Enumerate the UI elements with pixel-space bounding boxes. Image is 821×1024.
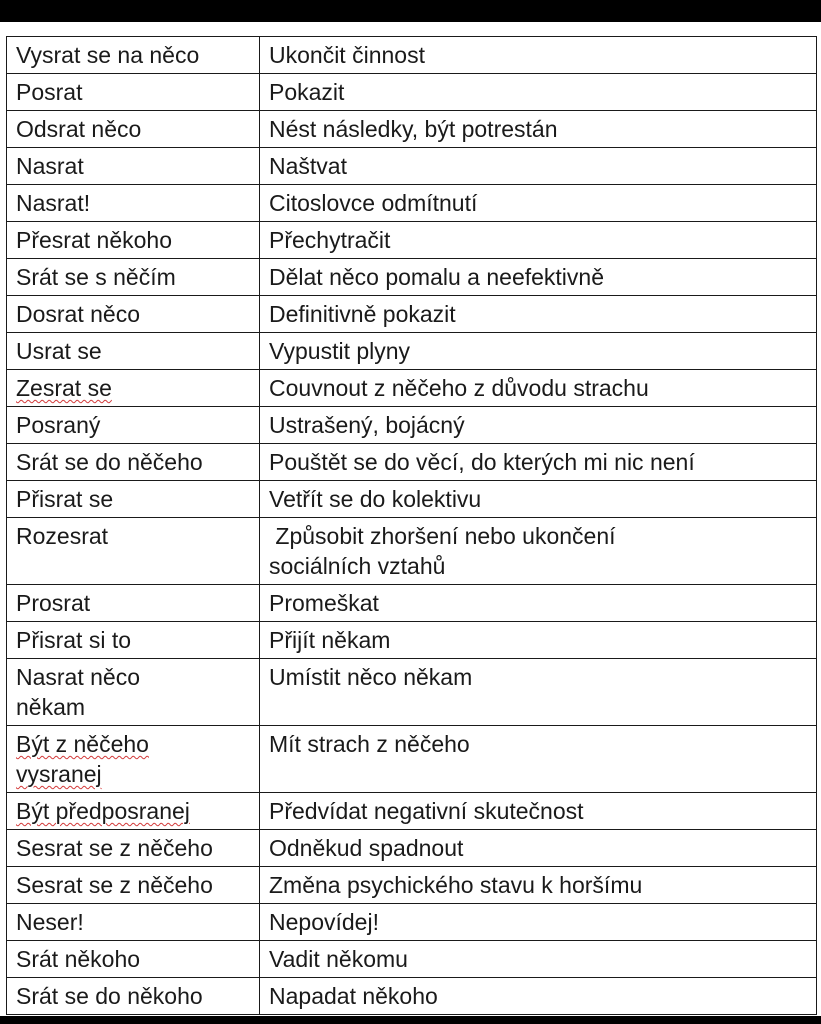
term-cell: Sesrat se z něčeho (7, 830, 260, 867)
table-row (7, 185, 817, 222)
term-cell: Rozesrat (7, 518, 260, 585)
meaning-cell: Mít strach z něčeho (260, 726, 817, 793)
term-text-spellcheck: Být z něčeho vysranej (16, 731, 149, 787)
table-row (7, 622, 817, 659)
term-cell: Sesrat se z něčeho (7, 867, 260, 904)
meaning-cell: Ustrašený, bojácný (260, 407, 817, 444)
meaning-cell: Pokazit (260, 74, 817, 111)
meaning-cell: Vetřít se do kolektivu (260, 481, 817, 518)
term-cell: Neser! (7, 904, 260, 941)
meaning-cell: Odněkud spadnout (260, 830, 817, 867)
table-row (7, 333, 817, 370)
meaning-cell: Způsobit zhoršení nebo ukončení sociálních vztahů (260, 518, 817, 585)
meaning-cell: Ukončit činnost (260, 37, 817, 74)
document-page (0, 22, 821, 1016)
term-cell: Posrat (7, 74, 260, 111)
term-cell: Prosrat (7, 585, 260, 622)
table-row (7, 659, 817, 726)
meaning-cell: Promeškat (260, 585, 817, 622)
vocabulary-table (6, 36, 817, 1015)
meaning-cell: Definitivně pokazit (260, 296, 817, 333)
term-cell (7, 370, 260, 407)
meaning-cell: Nést následky, být potrestán (260, 111, 817, 148)
term-cell: Srát se do něčeho (7, 444, 260, 481)
table-row (7, 148, 817, 185)
term-cell: Nasrat (7, 148, 260, 185)
term-cell: Posraný (7, 407, 260, 444)
term-cell (7, 793, 260, 830)
meaning-cell: Naštvat (260, 148, 817, 185)
table-row (7, 111, 817, 148)
meaning-cell: Přechytračit (260, 222, 817, 259)
term-cell: Odsrat něco (7, 111, 260, 148)
meaning-cell: Přijít někam (260, 622, 817, 659)
meaning-cell: Napadat někoho (260, 978, 817, 1015)
meaning-cell: Citoslovce odmítnutí (260, 185, 817, 222)
term-cell: Srát se do někoho (7, 978, 260, 1015)
term-cell: Přisrat se (7, 481, 260, 518)
table-row (7, 296, 817, 333)
term-text-spellcheck: Být předposranej (16, 798, 190, 824)
table-row (7, 904, 817, 941)
meaning-cell: Umístit něco někam (260, 659, 817, 726)
table-row (7, 793, 817, 830)
term-cell: Přisrat si to (7, 622, 260, 659)
term-cell: Vysrat se na něco (7, 37, 260, 74)
table-row (7, 37, 817, 74)
meaning-cell: Předvídat negativní skutečnost (260, 793, 817, 830)
table-row (7, 481, 817, 518)
term-cell: Nasrat něco někam (7, 659, 260, 726)
table-row (7, 518, 817, 585)
term-cell: Usrat se (7, 333, 260, 370)
table-row (7, 407, 817, 444)
term-cell: Nasrat! (7, 185, 260, 222)
table-row (7, 259, 817, 296)
bottom-black-bar (0, 1016, 821, 1024)
meaning-cell: Couvnout z něčeho z důvodu strachu (260, 370, 817, 407)
term-cell: Srát se s něčím (7, 259, 260, 296)
term-text-spellcheck: Zesrat se (16, 375, 112, 401)
term-cell (7, 726, 260, 793)
table-row (7, 444, 817, 481)
table-row (7, 74, 817, 111)
meaning-cell: Vypustit plyny (260, 333, 817, 370)
meaning-cell: Změna psychického stavu k horšímu (260, 867, 817, 904)
meaning-cell: Pouštět se do věcí, do kterých mi nic není (260, 444, 817, 481)
table-row (7, 830, 817, 867)
table-row (7, 726, 817, 793)
term-cell: Dosrat něco (7, 296, 260, 333)
term-cell: Přesrat někoho (7, 222, 260, 259)
top-black-bar (0, 0, 821, 22)
table-row (7, 222, 817, 259)
table-row (7, 867, 817, 904)
table-row (7, 978, 817, 1015)
meaning-cell: Dělat něco pomalu a neefektivně (260, 259, 817, 296)
term-cell: Srát někoho (7, 941, 260, 978)
meaning-cell: Nepovídej! (260, 904, 817, 941)
meaning-cell: Vadit někomu (260, 941, 817, 978)
table-row (7, 941, 817, 978)
table-row (7, 370, 817, 407)
table-row (7, 585, 817, 622)
